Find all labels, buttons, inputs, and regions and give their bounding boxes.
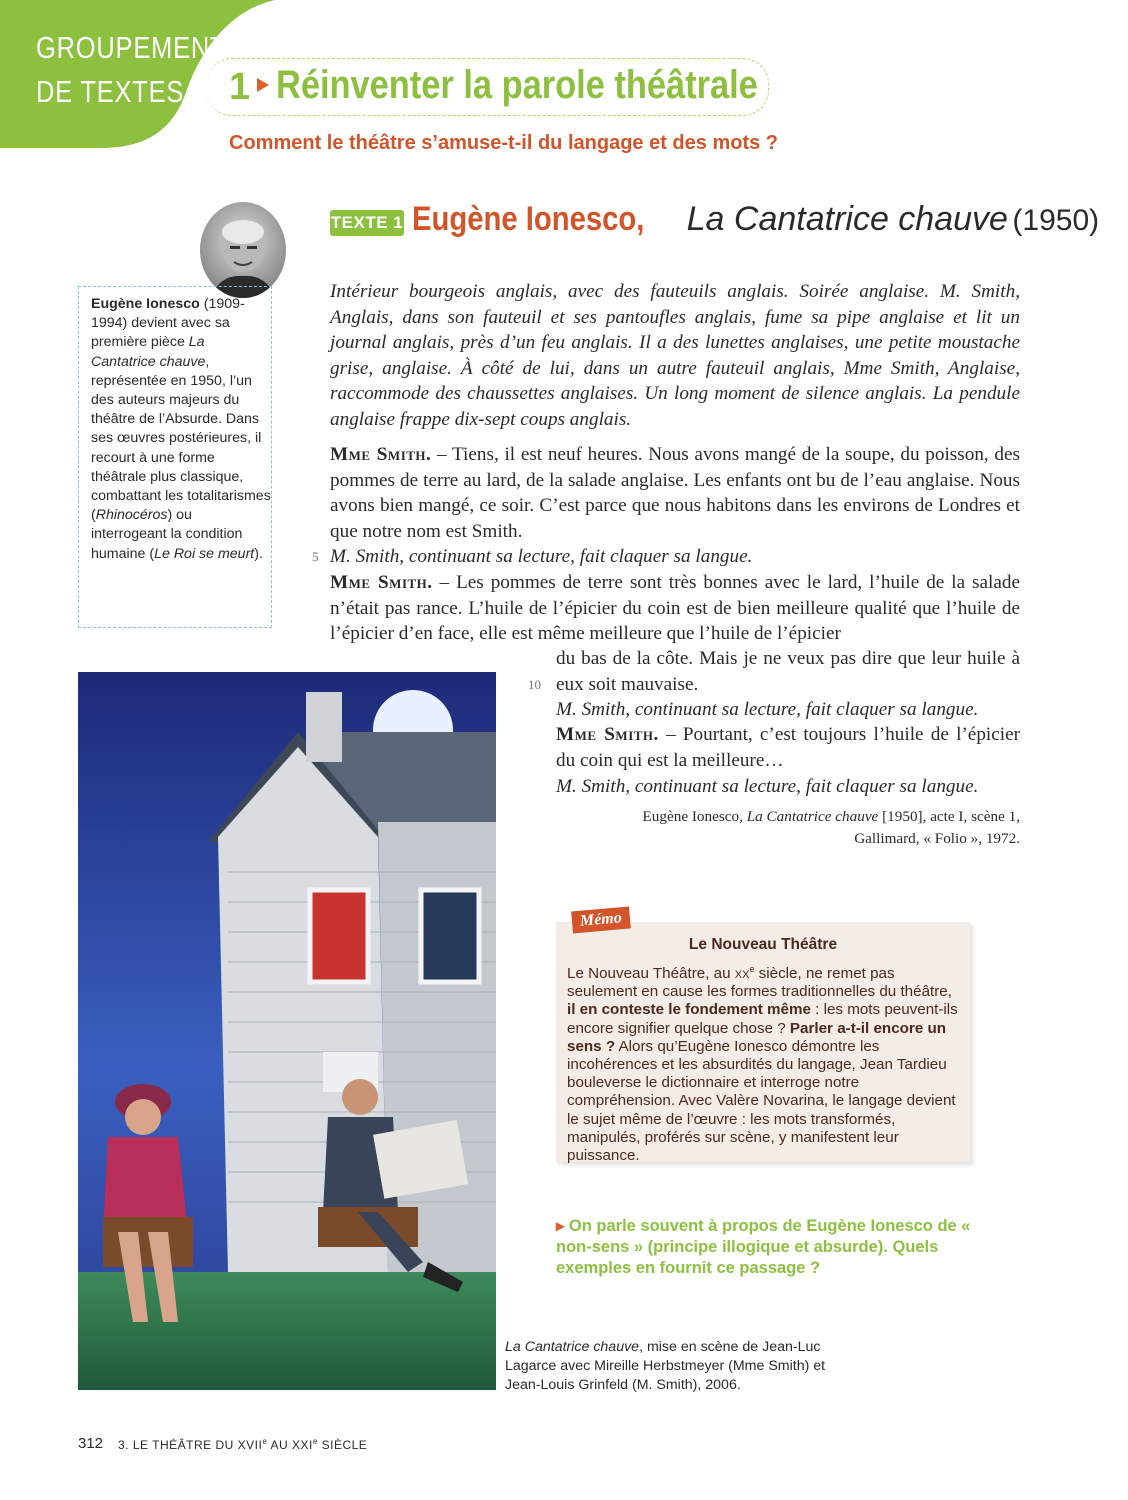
- text-heading: [412, 200, 1099, 239]
- page-number: 312: [78, 1435, 104, 1452]
- chapter-sup: e: [312, 1437, 318, 1446]
- group-label-line2: DE TEXTES: [36, 74, 185, 109]
- caption-text: , mise en scène de Jean-Luc Lagarce avec Mireille Herbstmeyer (Mme Smith) et Jean-Louis Grinfeld (M. Smith), 2006.: [505, 1339, 826, 1393]
- bio-text: (1909-1994) devient avec sa première pièce: [91, 296, 245, 351]
- citation-details: [1950], acte I, scène 1,: [878, 808, 1020, 825]
- memo-bold: il en conteste le fondement même: [567, 1001, 811, 1019]
- line-number: 10: [528, 677, 541, 692]
- citation-author: Eugène Ionesco,: [642, 808, 747, 825]
- text-badge: TEXTE 1: [330, 210, 404, 236]
- photo-caption: [505, 1338, 845, 1395]
- heading-work: La Cantatrice chauve: [686, 200, 1008, 238]
- memo-century: xx: [734, 965, 750, 983]
- author-portrait: [200, 202, 286, 298]
- stage-direction-inline: M. Smith, continuant sa lecture, fait claquer sa langue.: [556, 776, 979, 797]
- caption-work: La Cantatrice chauve: [505, 1339, 640, 1355]
- memo-century-sup: e: [749, 964, 755, 974]
- bio-work: Le Roi se meurt: [154, 545, 255, 562]
- speaker-name: Mme Smith.: [556, 724, 659, 745]
- speaker-name: Mme Smith.: [330, 444, 432, 465]
- memo-title: Le Nouveau Théâtre: [688, 936, 838, 953]
- bio-text: , représentée en 1950, l’un des auteurs majeurs du théâtre de l’Absurde. Dans ses œuvres postérieures, il recourt à une forme théâtrale plus classique, combattant les totalitarismes (: [91, 353, 271, 524]
- memo-tag: Mémo: [571, 907, 630, 934]
- chapter-text: AU XXI: [267, 1438, 313, 1452]
- memo-text: siècle, ne remet pas seulement en cause les formes traditionnelles du théâtre,: [567, 965, 952, 1001]
- chapter-text: 3. LE THÉÂTRE DU XVII: [118, 1438, 263, 1452]
- bio-text: ).: [254, 545, 263, 562]
- dialogue-line: – Pourtant, c’est toujours l’huile de l’épicier du coin qui est la meilleure…: [556, 724, 1020, 771]
- question-text: On parle souvent à propos de Eugène Ionesco de « non-sens » (principe illogique et absurde). Quels exemples en fournit ce passage ?: [556, 1217, 971, 1277]
- chapter-text: SIÈCLE: [317, 1438, 368, 1452]
- citation-publisher: Gallimard, « Folio », 1972.: [854, 830, 1020, 847]
- bio-name: Eugène Ionesco: [91, 296, 200, 312]
- stage-direction: Intérieur bourgeois anglais, avec des fauteuils anglais. Soirée anglaise. M. Smith, Anglais, dans son fauteuil et ses pantoufles anglais, fume sa pipe anglaise et lit un journal anglais, près d’un feu anglais. Il a des lunettes anglaises, une petite moustache grise, anglaise. À côté de lui, dans un autre fauteuil anglais, Mme Smith, Anglaise, raccommode des chaussettes anglaises. Un long moment de silence anglais. La pendule anglaise frappe dix-sept coups anglais.: [330, 281, 1020, 430]
- author-bio: [78, 286, 272, 628]
- dialogue-line: – Les pommes de terre sont très bonnes avec le lard, l’huile de la salade n’était pas rance. L’huile de l’épicier du coin est de bien meilleure qualité que l’huile de l’épicier d’en face, elle est même meilleure que l’huile de l’épicier: [330, 572, 1020, 645]
- section-number: 1: [229, 66, 251, 108]
- memo-text: Le Nouveau Théâtre, au: [567, 965, 735, 983]
- bio-text: ) ou interrogeant la condition humaine (: [91, 507, 243, 562]
- dialogue-line: – Tiens, il est neuf heures. Nous avons mangé de la soupe, du poisson, des pommes de terre au lard, de la salade anglaise. Les enfants ont bu de l’eau anglaise. Nous avons bien mangé, ce soir. C’est parce que nous habitons dans les environs de Londres et que notre nom est Smith.: [330, 444, 1020, 542]
- memo-text: Alors qu’Eugène Ionesco démontre les incohérences et les absurdités du langage, Jean Tardieu bouleverse le dictionnaire et interroge notre compréhension. Avec Valère Novarina, le langage devient le sujet même de l’œuvre : les mots transformés, manipulés, proférés sur scène, y manifestent leur puissance.: [567, 1037, 956, 1165]
- citation-work: La Cantatrice chauve: [746, 808, 879, 825]
- dialogue-paragraph: [330, 442, 1020, 544]
- chapter-sup: e: [262, 1437, 268, 1446]
- memo-text: : les mots peuvent-ils encore signifier quelque chose ?: [567, 1001, 958, 1037]
- dialogue-paragraph: [330, 570, 1020, 647]
- memo-bold: Parler a-t-il encore un sens ?: [567, 1019, 947, 1055]
- stage-photo: [78, 672, 496, 1390]
- citation: [560, 806, 1020, 850]
- page-title: Réinventer la parole théâtrale: [276, 63, 758, 107]
- bio-work: Rhinocéros: [95, 507, 168, 524]
- page-subtitle: Comment le théâtre s’amuse-t-il du langage et des mots ?: [229, 132, 779, 154]
- memo-body: [567, 960, 962, 1165]
- arrow-icon: [257, 78, 269, 92]
- dialogue-paragraph: [556, 722, 1020, 773]
- group-label-line1: GROUPEMENT: [36, 30, 227, 65]
- line-number: 5: [312, 549, 319, 564]
- heading-author: Eugène Ionesco,: [412, 200, 645, 238]
- bio-work: La Cantatrice chauve: [91, 334, 206, 370]
- arrow-icon: ▸: [556, 1217, 565, 1235]
- dialogue-continuation: du bas de la côte. Mais je ne veux pas dire que leur huile à eux soit mauvaise.: [556, 648, 1020, 695]
- footer-chapter: [118, 1437, 367, 1452]
- stage-direction-inline: M. Smith, continuant sa lecture, fait claquer sa langue.: [556, 699, 979, 720]
- study-question: [556, 1216, 976, 1279]
- stage-direction-inline: M. Smith, continuant sa lecture, fait claquer sa langue.: [330, 546, 753, 567]
- heading-year: (1950): [1012, 204, 1100, 237]
- speaker-name: Mme Smith.: [330, 572, 433, 593]
